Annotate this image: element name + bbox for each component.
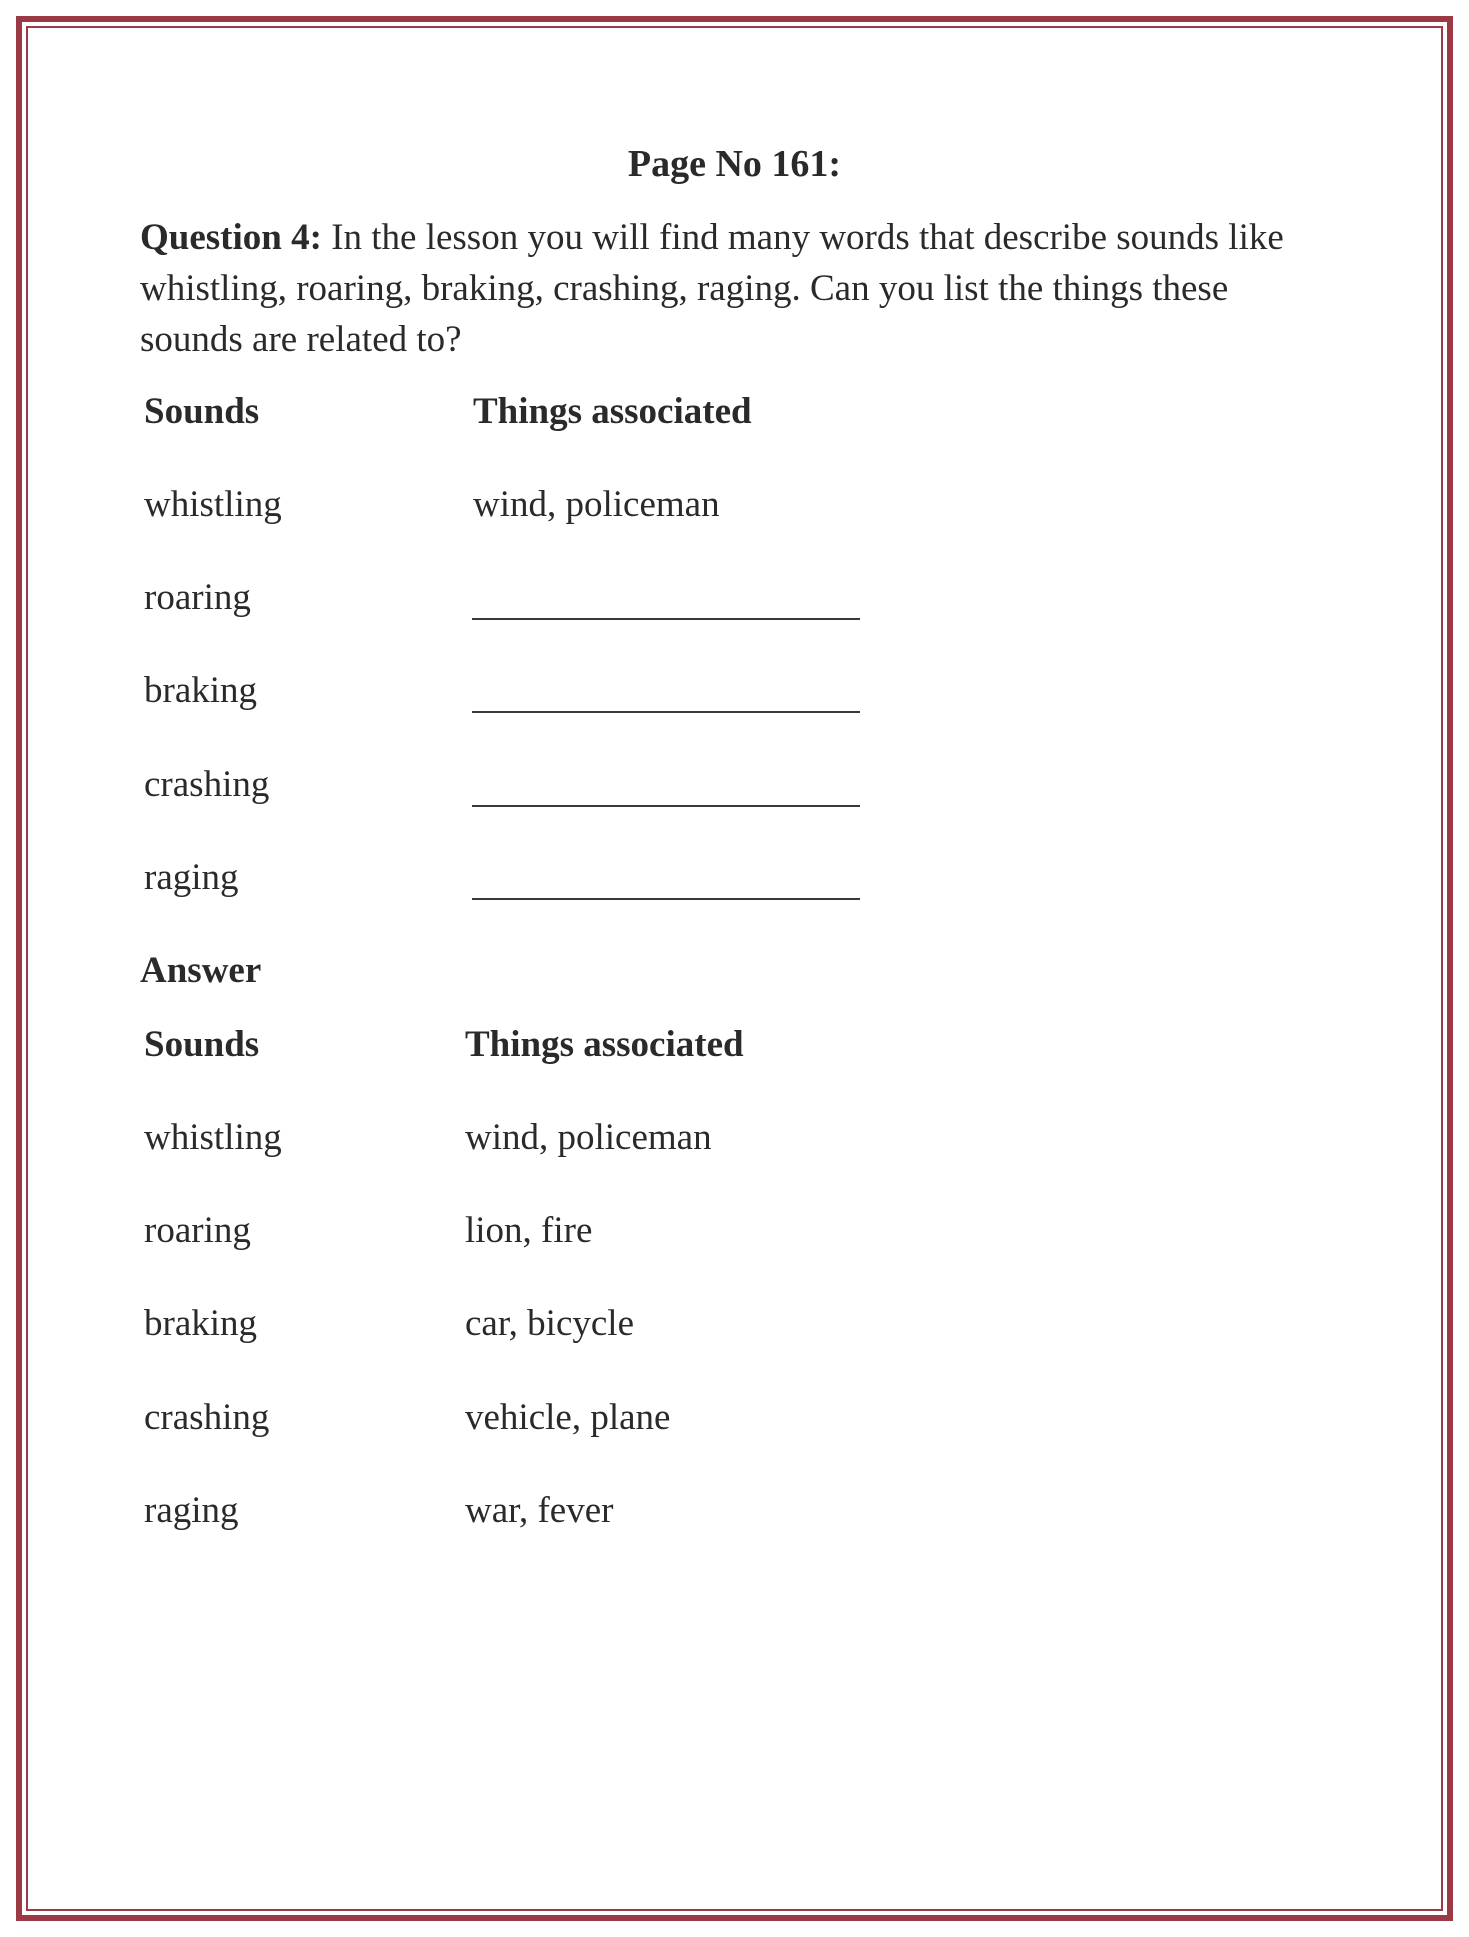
- question-text: In the lesson you will find many words that describe sounds like whistling, roaring, braking, crashing, raging. Can you list the things these sounds are related to?: [140, 217, 1284, 360]
- answer-things: vehicle, plane: [465, 1397, 671, 1438]
- answer-heading: Answer: [140, 950, 262, 991]
- exercise-sound: braking: [144, 670, 258, 711]
- answer-blank-line: [472, 711, 860, 713]
- answer-header-sounds: Sounds: [144, 1024, 260, 1065]
- exercise-header-sounds: Sounds: [144, 391, 260, 432]
- answer-sound: crashing: [144, 1397, 270, 1438]
- answer-header-things: Things associated: [465, 1024, 744, 1065]
- answer-sound: raging: [144, 1490, 239, 1531]
- answer-things: car, bicycle: [465, 1303, 635, 1344]
- exercise-header-things: Things associated: [473, 391, 752, 432]
- exercise-sound: crashing: [144, 764, 270, 805]
- question-paragraph: [140, 212, 1340, 365]
- exercise-sound: whistling: [144, 484, 282, 525]
- answer-blank-line: [472, 898, 860, 900]
- answer-sound: roaring: [144, 1210, 251, 1251]
- exercise-sound: raging: [144, 857, 239, 898]
- question-label: Question 4:: [140, 217, 322, 258]
- answer-sound: braking: [144, 1303, 258, 1344]
- answer-sound: whistling: [144, 1117, 282, 1158]
- exercise-things: wind, policeman: [473, 484, 720, 525]
- answer-things: wind, policeman: [465, 1117, 712, 1158]
- page-title: Page No 161:: [627, 143, 842, 185]
- answer-things: lion, fire: [465, 1210, 593, 1251]
- exercise-sound: roaring: [144, 577, 251, 618]
- answer-blank-line: [472, 805, 860, 807]
- answer-blank-line: [472, 618, 860, 620]
- answer-things: war, fever: [465, 1490, 614, 1531]
